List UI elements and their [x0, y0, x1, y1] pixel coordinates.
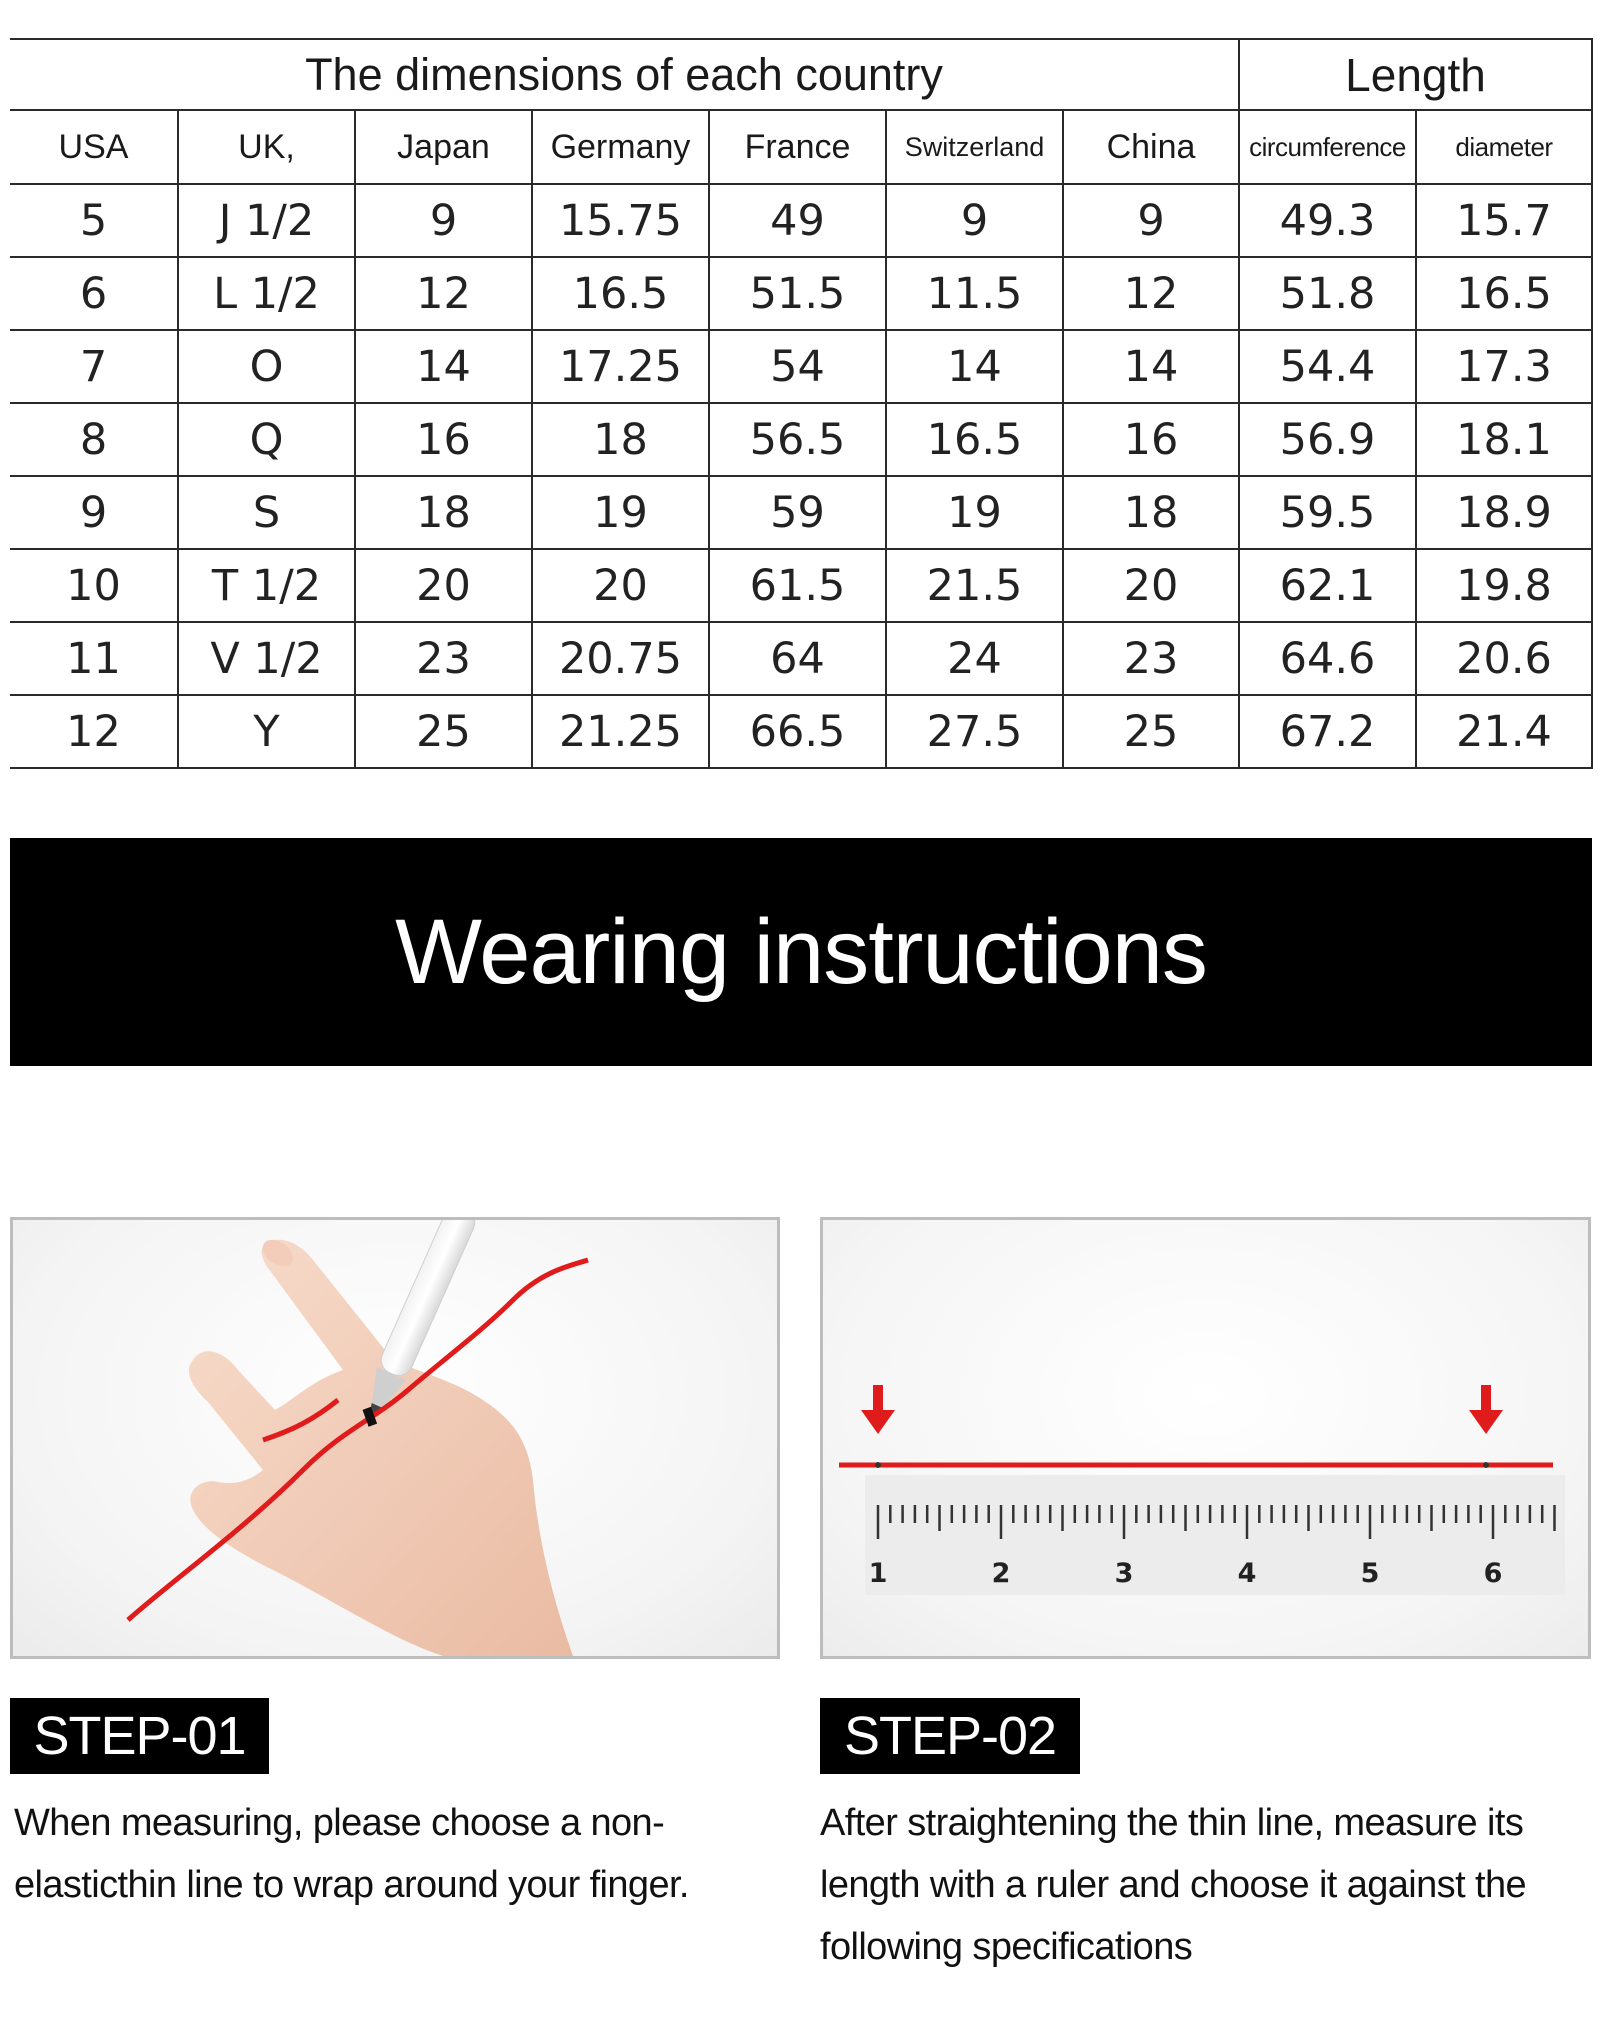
- cell-diameter: 18.9: [1416, 476, 1592, 549]
- cell-japan: 20: [355, 549, 532, 622]
- ruler-number-6: 6: [1483, 1558, 1503, 1589]
- step-01-text: When measuring, please choose a non-elasticthin line to wrap around your finger.: [14, 1802, 689, 1906]
- cell-china: 16: [1063, 403, 1239, 476]
- col-header-uk: UK,: [178, 110, 355, 184]
- cell-france: 59: [709, 476, 886, 549]
- cell-china: 14: [1063, 330, 1239, 403]
- cell-france: 61.5: [709, 549, 886, 622]
- ruler-number-5: 5: [1360, 1558, 1380, 1589]
- cell-circumference: 56.9: [1239, 403, 1416, 476]
- cell-switzerland: 19: [886, 476, 1063, 549]
- hand-measuring-icon: [13, 1220, 777, 1656]
- cell-switzerland: 11.5: [886, 257, 1063, 330]
- cell-france: 66.5: [709, 695, 886, 768]
- cell-usa: 11: [10, 622, 178, 695]
- cell-diameter: 21.4: [1416, 695, 1592, 768]
- cell-japan: 12: [355, 257, 532, 330]
- cell-usa: 9: [10, 476, 178, 549]
- cell-circumference: 67.2: [1239, 695, 1416, 768]
- cell-france: 49: [709, 184, 886, 257]
- ruler-number-2: 2: [991, 1558, 1011, 1589]
- cell-china: 20: [1063, 549, 1239, 622]
- cell-circumference: 62.1: [1239, 549, 1416, 622]
- cell-usa: 6: [10, 257, 178, 330]
- table-row: [10, 184, 1592, 257]
- cell-germany: 18: [532, 403, 709, 476]
- cell-france: 51.5: [709, 257, 886, 330]
- col-header-diameter: diameter: [1416, 110, 1592, 184]
- cell-switzerland: 16.5: [886, 403, 1063, 476]
- table-row: [10, 695, 1592, 768]
- cell-china: 12: [1063, 257, 1239, 330]
- cell-circumference: 54.4: [1239, 330, 1416, 403]
- cell-switzerland: 27.5: [886, 695, 1063, 768]
- cell-switzerland: 21.5: [886, 549, 1063, 622]
- cell-china: 23: [1063, 622, 1239, 695]
- cell-switzerland: 14: [886, 330, 1063, 403]
- col-header-switzerland: Switzerland: [886, 110, 1063, 184]
- ruler-number-1: 1: [868, 1558, 888, 1589]
- col-header-circumference: circumference: [1239, 110, 1416, 184]
- step-02-badge: STEP-02: [820, 1698, 1080, 1774]
- table-column-header-row: [10, 110, 1592, 184]
- cell-japan: 14: [355, 330, 532, 403]
- table-row: [10, 257, 1592, 330]
- size-table: [10, 38, 1593, 769]
- cell-france: 54: [709, 330, 886, 403]
- cell-germany: 19: [532, 476, 709, 549]
- step-01-image: [10, 1217, 780, 1659]
- group-header-countries: The dimensions of each country: [10, 39, 1239, 110]
- cell-usa: 8: [10, 403, 178, 476]
- table-row: [10, 549, 1592, 622]
- cell-uk: O: [178, 330, 355, 403]
- cell-china: 18: [1063, 476, 1239, 549]
- cell-germany: 20: [532, 549, 709, 622]
- cell-japan: 18: [355, 476, 532, 549]
- cell-circumference: 59.5: [1239, 476, 1416, 549]
- cell-japan: 16: [355, 403, 532, 476]
- cell-usa: 12: [10, 695, 178, 768]
- cell-germany: 16.5: [532, 257, 709, 330]
- cell-france: 64: [709, 622, 886, 695]
- cell-usa: 7: [10, 330, 178, 403]
- table-row: [10, 403, 1592, 476]
- cell-uk: J 1/2: [178, 184, 355, 257]
- wearing-instructions-banner: [10, 838, 1592, 1066]
- col-header-japan: Japan: [355, 110, 532, 184]
- cell-china: 25: [1063, 695, 1239, 768]
- cell-germany: 17.25: [532, 330, 709, 403]
- cell-japan: 25: [355, 695, 532, 768]
- cell-usa: 5: [10, 184, 178, 257]
- cell-france: 56.5: [709, 403, 886, 476]
- cell-uk: Q: [178, 403, 355, 476]
- cell-germany: 21.25: [532, 695, 709, 768]
- cell-diameter: 20.6: [1416, 622, 1592, 695]
- size-table-body: [10, 39, 1592, 768]
- col-header-usa: USA: [10, 110, 178, 184]
- step-02-text: After straightening the thin line, measure its length with a ruler and choose it against the following specifications: [820, 1802, 1527, 1968]
- banner-title: Wearing instructions: [395, 900, 1207, 1003]
- group-header-length: Length: [1239, 39, 1592, 110]
- cell-japan: 9: [355, 184, 532, 257]
- cell-uk: V 1/2: [178, 622, 355, 695]
- cell-japan: 23: [355, 622, 532, 695]
- end-arrow-icon: [1469, 1385, 1503, 1434]
- col-header-china: China: [1063, 110, 1239, 184]
- cell-diameter: 18.1: [1416, 403, 1592, 476]
- ruler-number-4: 4: [1237, 1558, 1257, 1589]
- table-row: [10, 622, 1592, 695]
- cell-switzerland: 24: [886, 622, 1063, 695]
- col-header-france: France: [709, 110, 886, 184]
- table-row: [10, 476, 1592, 549]
- line-start-mark: [875, 1462, 881, 1468]
- cell-diameter: 15.7: [1416, 184, 1592, 257]
- cell-diameter: 17.3: [1416, 330, 1592, 403]
- cell-circumference: 51.8: [1239, 257, 1416, 330]
- step-02-image: [820, 1217, 1591, 1659]
- table-row: [10, 330, 1592, 403]
- cell-germany: 20.75: [532, 622, 709, 695]
- cell-diameter: 16.5: [1416, 257, 1592, 330]
- step-01-badge: STEP-01: [10, 1698, 269, 1774]
- hand-shape: [189, 1240, 573, 1656]
- ruler-body: [865, 1475, 1565, 1595]
- cell-diameter: 19.8: [1416, 549, 1592, 622]
- cell-germany: 15.75: [532, 184, 709, 257]
- col-header-germany: Germany: [532, 110, 709, 184]
- cell-circumference: 64.6: [1239, 622, 1416, 695]
- table-group-header-row: [10, 39, 1592, 110]
- cell-china: 9: [1063, 184, 1239, 257]
- start-arrow-icon: [861, 1385, 895, 1434]
- cell-uk: Y: [178, 695, 355, 768]
- cell-uk: L 1/2: [178, 257, 355, 330]
- line-end-mark: [1483, 1462, 1489, 1468]
- ruler-number-3: 3: [1114, 1558, 1134, 1589]
- cell-uk: T 1/2: [178, 549, 355, 622]
- ruler-icon: [823, 1220, 1588, 1656]
- cell-usa: 10: [10, 549, 178, 622]
- cell-circumference: 49.3: [1239, 184, 1416, 257]
- cell-uk: S: [178, 476, 355, 549]
- cell-switzerland: 9: [886, 184, 1063, 257]
